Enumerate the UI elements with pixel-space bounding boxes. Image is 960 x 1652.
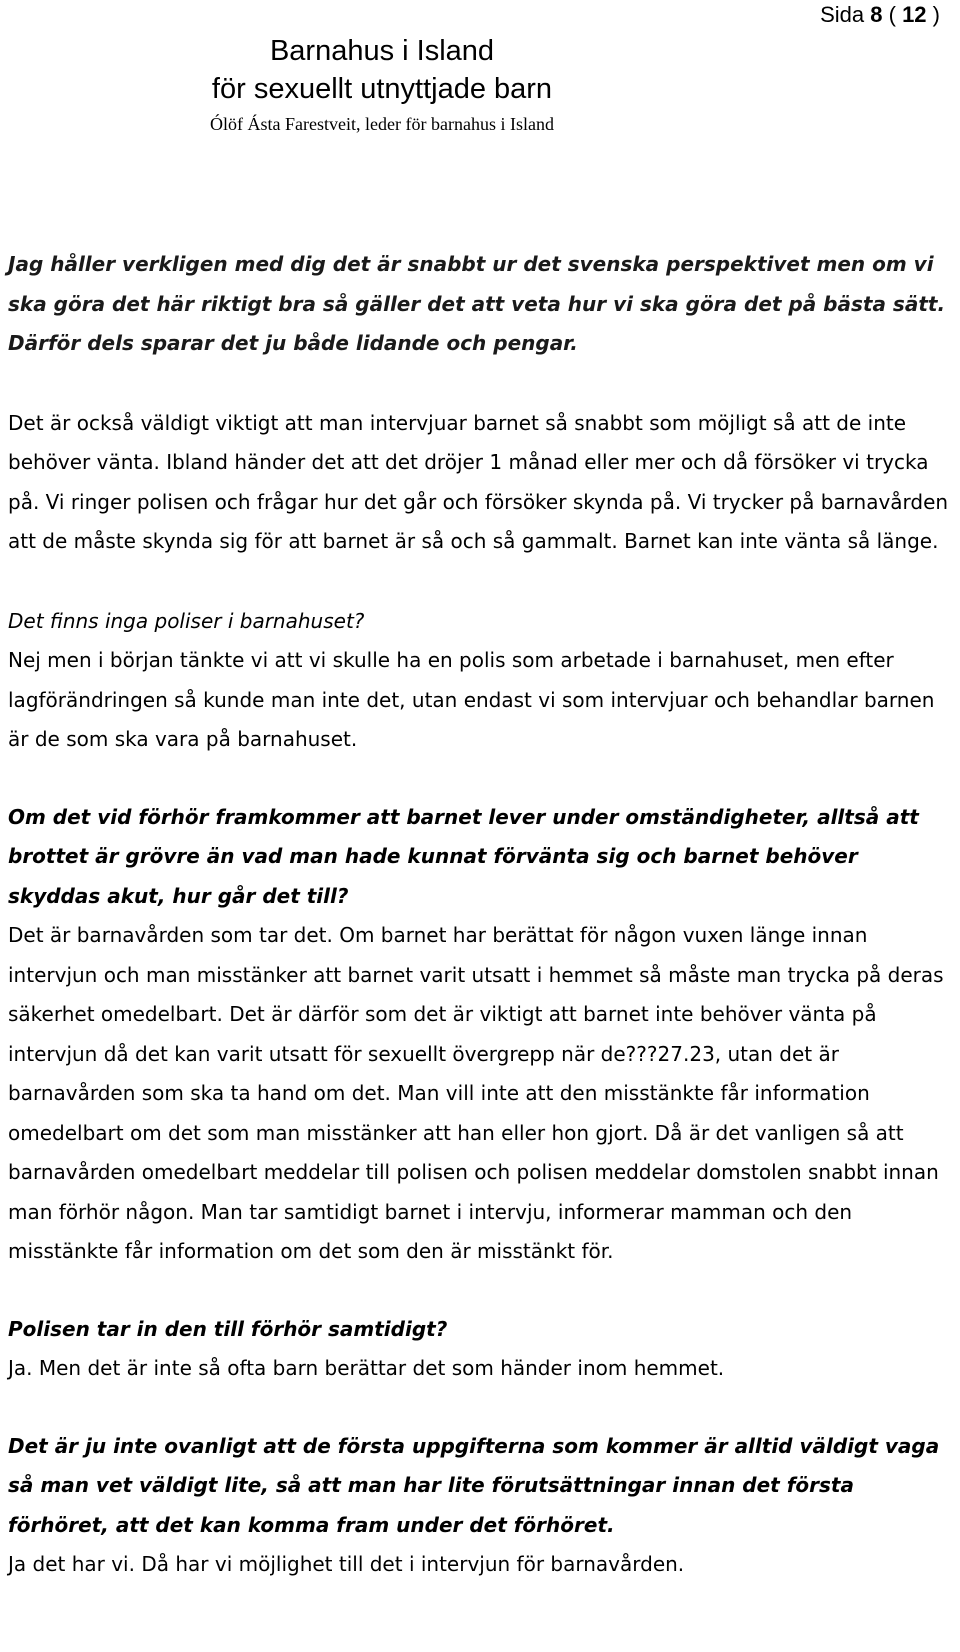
header-author: Ólöf Ásta Farestveit, leder för barnahus i Island xyxy=(210,114,554,134)
header-title-line1: Barnahus i Island xyxy=(269,35,495,67)
paragraph-intro: Jag håller verkligen med dig det är snabbt ur det svenska perspektivet men om vi ska göra det här riktigt bra så gäller det att veta hur vi ska göra det på bästa sätt. Därför dels sparar det ju både lidande och pengar. xyxy=(8,252,946,355)
question-protection: Om det vid förhör framkommer att barnet lever under omständigheter, alltså att brottet är grövre än vad man hade kunnat förvänta sig och barnet behöver skyddas akut, hur går det till? xyxy=(8,804,919,908)
question-vague-info: Det är ju inte ovanligt att de första uppgifterna som kommer är alltid väldigt vaga så man vet väldigt lite, så att man har lite förutsättningar innan det första förhöret, att det kan komma fram under det förhöret. xyxy=(8,1433,940,1537)
question-police: Det finns inga poliser i barnahuset? xyxy=(8,608,365,633)
answer-interrogation: Ja. Men det är inte så ofta barn berättar det som händer inom hemmet. xyxy=(8,1356,725,1380)
paragraph-interview-speed: Det är också väldigt viktigt att man intervjuar barnet så snabbt som möjligt så att de inte behöver vänta. Ibland händer det att det dröjer 1 månad eller mer och då försöker vi trycka på. Vi ringer polisen och frågar hur det går och försöker skynda på. Vi trycker på barnavården att de måste skynda sig för att barnet är så och så gammalt. Barnet kan inte vänta så länge. xyxy=(8,410,949,553)
document-header xyxy=(0,32,764,140)
page-current: 8 xyxy=(870,2,883,27)
question-interrogation: Polisen tar in den till förhör samtidigt? xyxy=(8,1316,448,1341)
page-total: 12 xyxy=(902,2,927,27)
page-number: Sida 8 ( 12 ) xyxy=(820,2,940,27)
answer-vague-info: Ja det har vi. Då har vi möjlighet till det i intervjun för barnavården. xyxy=(8,1552,685,1576)
header-title-line2: för sexuellt utnyttjade barn xyxy=(211,73,553,105)
document-body xyxy=(8,245,952,1585)
page-label: Sida xyxy=(820,2,865,27)
answer-police: Nej men i början tänkte vi att vi skulle ha en polis som arbetade i barnahuset, men efter lagförändringen så kunde man inte det, utan endast vi som intervjuar och behandlar barnen är de som ska vara på barnahuset. xyxy=(8,648,935,751)
answer-protection: Det är barnavården som tar det. Om barnet har berättat för någon vuxen länge innan intervjun och man misstänker att barnet varit utsatt i hemmet så måste man trycka på deras säkerhet omedelbart. Det är därför som det är viktigt att barnet inte behöver vänta på intervjun då det kan varit utsatt för sexuellt övergrepp när de???27.23, utan det är barnavården som ska ta hand om det. Man vill inte att den misstänkte får information omedelbart om det som man misstänker att han eller hon gjort. Då är det vanligen så att barnavården omedelbart meddelar till polisen och polisen meddelar domstolen snabbt innan man förhör någon. Man tar samtidigt barnet i intervju, informerar mamman och den misstänkte får information om det som den är misstänkt för. xyxy=(8,923,944,1263)
